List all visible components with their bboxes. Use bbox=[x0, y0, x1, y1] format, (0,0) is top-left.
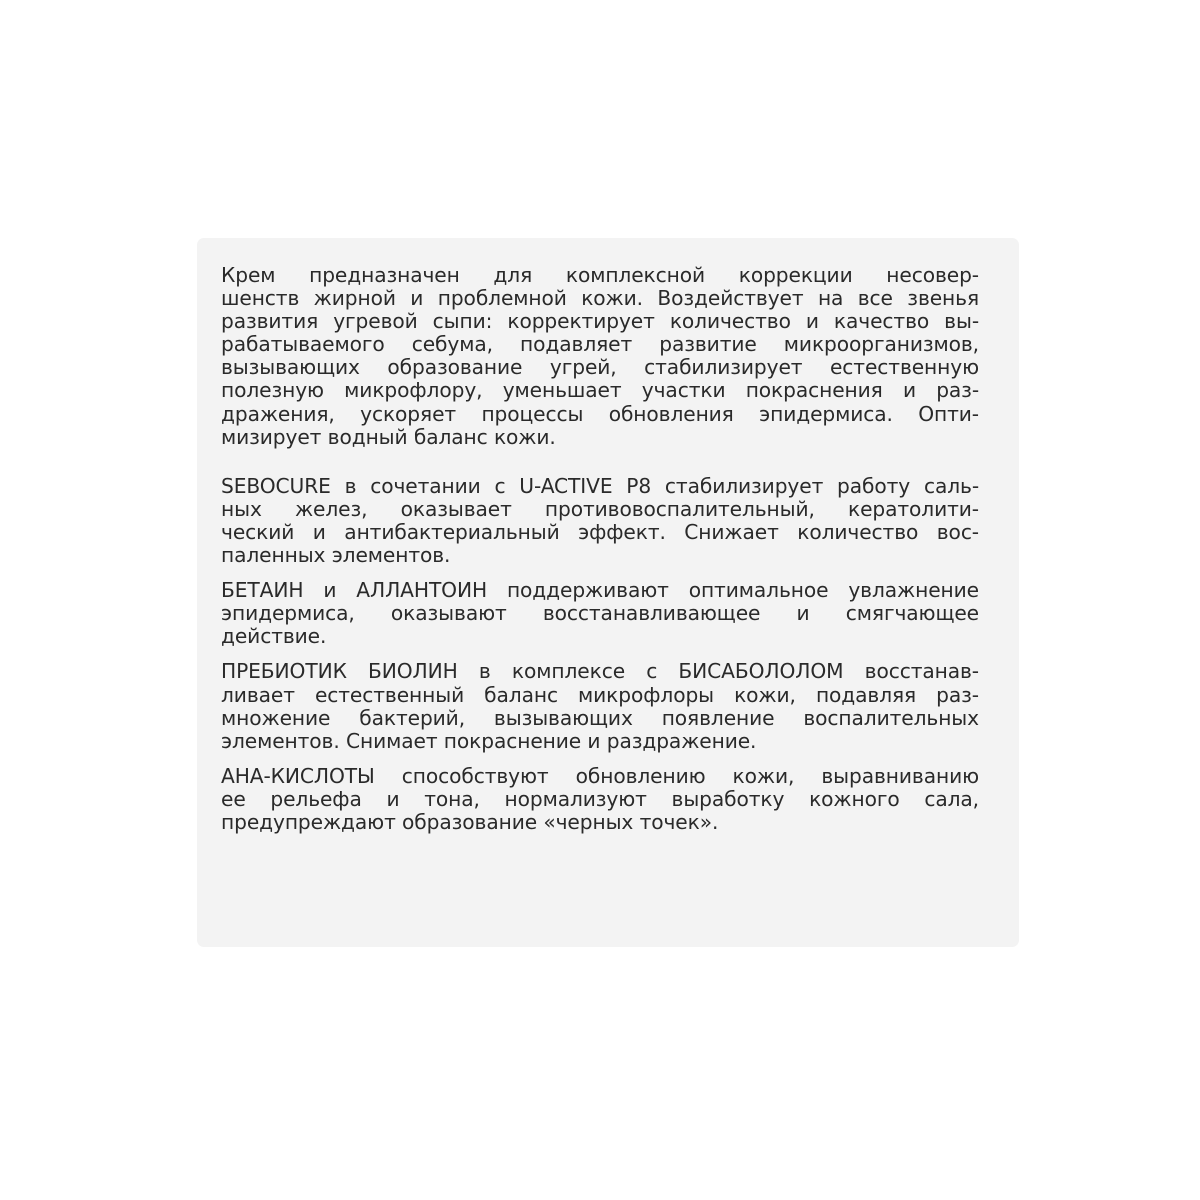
paragraph-spacer bbox=[221, 449, 979, 475]
paragraph-aha bbox=[221, 765, 979, 834]
text-line: АНА-КИСЛОТЫ способствуют обновлению кожи, выравниванию bbox=[221, 763, 979, 788]
description-text bbox=[221, 264, 979, 834]
text-line: шенств жирной и проблемной кожи. Воздействует на все звенья bbox=[221, 286, 979, 311]
text-line: множение бактерий, вызывающих появление воспалительных bbox=[221, 705, 979, 730]
text-line: действие. bbox=[221, 624, 327, 649]
text-line: элементов. Снимает покраснение и раздражение. bbox=[221, 728, 757, 753]
text-line: полезную микрофлору, уменьшает участки покраснения и раз- bbox=[221, 378, 979, 403]
text-line: ческий и антибактериальный эффект. Снижает количество вос- bbox=[221, 519, 979, 544]
paragraph-prebiotic bbox=[221, 660, 979, 752]
text-line: ных желез, оказывает противовоспалительный, кератолити- bbox=[221, 496, 979, 521]
text-line: ПРЕБИОТИК БИОЛИН в комплексе с БИСАБОЛОЛОМ восстанав- bbox=[221, 659, 979, 684]
text-line: БЕТАИН и АЛЛАНТОИН поддерживают оптимальное увлажнение bbox=[221, 578, 979, 603]
text-line: Крем предназначен для комплексной коррекции несовер- bbox=[221, 263, 979, 287]
paragraph-intro bbox=[221, 264, 979, 449]
text-line: дражения, ускоряет процессы обновления эпидермиса. Опти- bbox=[221, 401, 979, 426]
text-line: эпидермиса, оказывают восстанавливающее и смягчающее bbox=[221, 601, 979, 626]
text-line: ливает естественный баланс микрофлоры кожи, подавляя раз- bbox=[221, 682, 979, 707]
text-line: паленных элементов. bbox=[221, 543, 451, 568]
text-card bbox=[197, 238, 1019, 947]
text-line: мизирует водный баланс кожи. bbox=[221, 424, 556, 449]
text-line: вызывающих образование угрей, стабилизирует естественную bbox=[221, 355, 979, 380]
text-line: рабатываемого себума, подавляет развитие микроорганизмов, bbox=[221, 332, 979, 357]
paragraph-sebocure bbox=[221, 475, 979, 567]
text-line: предупреждают образование «черных точек». bbox=[221, 809, 719, 834]
paragraph-spacer bbox=[221, 753, 979, 765]
text-line: ее рельефа и тона, нормализуют выработку кожного сала, bbox=[221, 786, 979, 811]
text-line: SEBOCURE в сочетании с U-ACTIVE P8 стабилизирует работу саль- bbox=[221, 473, 979, 498]
text-line: развития угревой сыпи: корректирует количество и качество вы- bbox=[221, 309, 979, 334]
paragraph-betaine bbox=[221, 579, 979, 648]
